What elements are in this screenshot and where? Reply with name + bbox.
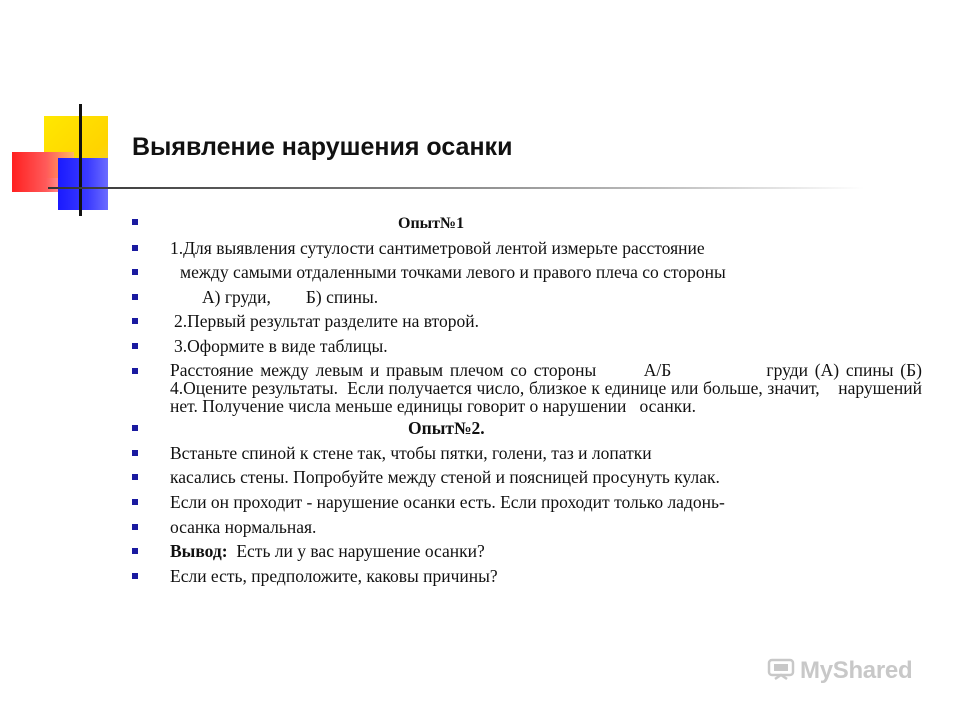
list-item: Если есть, предположите, каковы причины? <box>132 566 922 587</box>
bullet-list <box>132 212 931 590</box>
bullet-marker-icon <box>132 294 138 300</box>
list-item: 2.Первый результат разделите на второй. <box>132 311 922 332</box>
myshared-watermark <box>766 656 912 686</box>
bullet-marker-icon <box>132 318 138 324</box>
list-item: Если он проходит - нарушение осанки есть. Если проходит только ладонь- <box>132 492 922 513</box>
list-item: между самыми отдаленными точками левого и правого плеча со стороны <box>132 262 922 283</box>
bullet-marker-icon <box>132 474 138 480</box>
slide-title: Выявление нарушения осанки <box>132 133 513 161</box>
bullet-marker-icon <box>132 573 138 579</box>
decor-blue-square <box>58 158 108 210</box>
bullet-marker-icon <box>132 245 138 251</box>
conclusion-label: Вывод: <box>170 541 228 562</box>
list-item: 1.Для выявления сутулости сантиметровой лентой измерьте расстояние <box>132 238 922 259</box>
bullet-marker-icon <box>132 425 138 431</box>
bullet-marker-icon <box>132 499 138 505</box>
title-underline <box>48 187 864 189</box>
list-item-experiment-2: Опыт№2. <box>132 418 922 439</box>
myshared-logo-icon <box>766 656 796 686</box>
watermark-text: MyShared <box>800 657 913 684</box>
list-item: осанка нормальная. <box>132 517 922 538</box>
list-item: касались стены. Попробуйте между стеной и поясницей просунуть кулак. <box>132 467 922 488</box>
bullet-marker-icon <box>132 269 138 275</box>
bullet-marker-icon <box>132 368 138 374</box>
bullet-marker-icon <box>132 343 138 349</box>
list-item-conclusion <box>132 541 922 562</box>
list-item: Встаньте спиной к стене так, чтобы пятки, голени, таз и лопатки <box>132 443 922 464</box>
decor-vertical-line <box>79 104 82 216</box>
bullet-marker-icon <box>132 450 138 456</box>
list-item: Расстояние между левым и правым плечом со стороны А/Б груди (А) спины (Б) 4.Оцените результаты. Если получается число, близкое к единице или больше, значит, нарушений нет. Получение числа меньше единицы говорит о нарушении осанки. <box>132 361 922 415</box>
list-item: 3.Оформите в виде таблицы. <box>132 336 922 357</box>
bullet-marker-icon <box>132 548 138 554</box>
list-item: А) груди, Б) спины. <box>132 287 922 308</box>
conclusion-text: Есть ли у вас нарушение осанки? <box>227 541 485 562</box>
bullet-marker-icon <box>132 524 138 530</box>
list-item-experiment-1: Опыт№1 <box>132 212 922 234</box>
bullet-marker-icon <box>132 219 138 225</box>
